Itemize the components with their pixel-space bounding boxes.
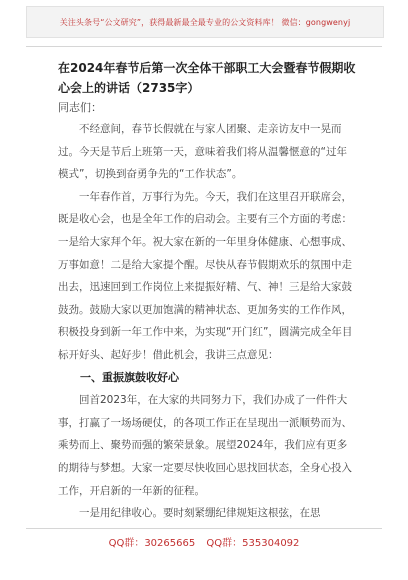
document-body bbox=[58, 118, 354, 525]
body-paragraph: 回首2023年，在大家的共同努力下，我们办成了一件件大事，打赢了一场场硬仗，的各项工作正在呈现出一派顺势而为、乘势而上、聚势而强的繁荣景象。展望2024年，我们应有更多的期待与梦想。大家一定要尽快收回心思找回状态，全身心投入工作，开启新的一年新的征程。 bbox=[58, 394, 352, 497]
promo-banner bbox=[26, 6, 384, 38]
bottom-divider bbox=[26, 528, 382, 529]
footer-qq-group-2: QQ群：535304092 bbox=[206, 538, 300, 549]
top-divider bbox=[26, 46, 382, 47]
footer-qq-group-1: QQ群：30265665 bbox=[108, 538, 196, 549]
section-heading: 一、重振旗鼓收好心 bbox=[80, 370, 179, 384]
document-title: 在2024年春节后第一次全体干部职工大会暨春节假期收心会上的讲话（2735字） bbox=[58, 61, 356, 95]
body-paragraph: 一是用纪律收心。要时刻紧绷纪律规矩这根弦，在思 bbox=[79, 507, 321, 520]
greeting: 同志们： bbox=[58, 101, 102, 114]
body-paragraph: 不经意间，春节长假就在与家人团聚、走亲访友中一晃而过。今天是节后上班第一天，意味着我们将从温馨惬意的“过年模式”，切换到奋勇争先的“工作状态”。 bbox=[58, 123, 347, 181]
footer bbox=[0, 534, 408, 549]
body-paragraph: 一年春作首，万事行为先。今天，我们在这里召开联席会，既是收心会，也是全年工作的启动会。主要有三个方面的考虑：一是给大家拜个年。祝大家在新的一年里身体健康、心想事成、万事如意！二是给大家提个醒。尽快从春节假期欢乐的氛围中走出去，迅速回到工作岗位上来提振好精、气、神！三是给大家鼓鼓劲。鼓励大家以更加饱满的精神状态、更加务实的工作作风，积极投身到新一年工作中来，为实现“开门红”，圆满完成全年目标开好头、起好步！借此机会，我讲三点意见： bbox=[58, 190, 353, 361]
promo-banner-text: 关注头条号“公文研究”，获得最新最全最专业的公文资料库！ 微信：gongwenyj bbox=[59, 17, 351, 27]
